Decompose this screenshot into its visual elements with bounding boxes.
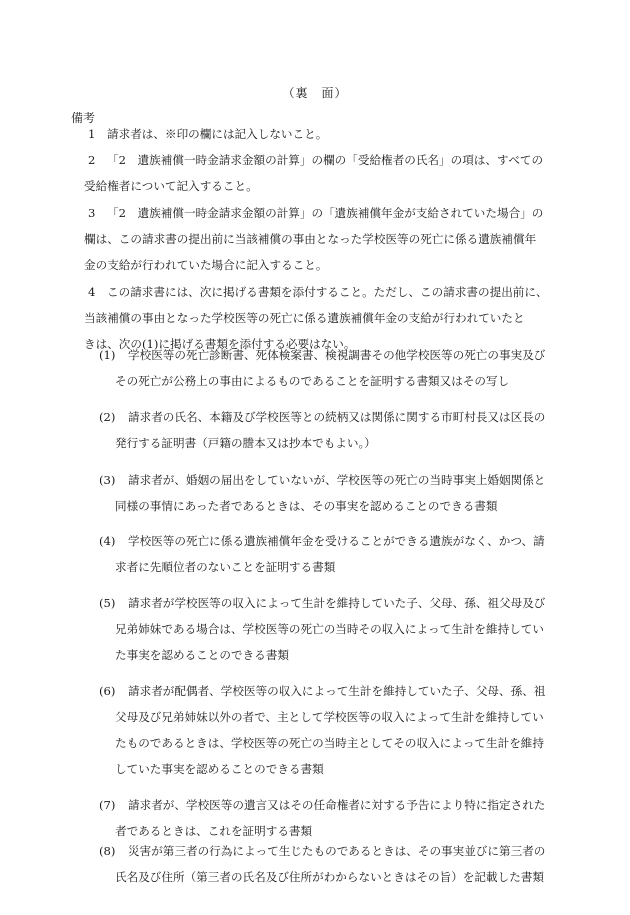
item-text-line: 当該補償の事由となった学校医等の死亡に係る遺族補償年金の支給が行われていたと (84, 311, 525, 325)
subitem-number: (3) (99, 473, 116, 487)
subitem-number: (8) (99, 844, 116, 858)
item-number: 2 (88, 153, 96, 167)
subitem-text-line: 同様の事情にあった者であるときは、その事実を認めることのできる書類 (115, 499, 498, 513)
subitem-number: (1) (99, 348, 116, 362)
item-text-line: きは、次の(1)に掲げる書類を添付する必要はない。 (84, 337, 356, 351)
item-text-line: 「2 遺族補償一時金請求金額の計算」の「遺族補償年金が支給されていた場合」の (107, 206, 544, 220)
subitem-text-line: 請求者が学校医等の収入によって生計を維持していた子、父母、孫、祖父母及び (128, 596, 546, 610)
page-title: （裏 面） (282, 86, 348, 100)
item-number: 3 (88, 206, 96, 220)
subitem-text-line: 者であるときは、これを証明する書類 (115, 824, 313, 838)
subitem-number: (6) (99, 684, 116, 698)
subitem-text-line: していた事実を認めることのできる書類 (115, 762, 324, 776)
subitem-text-line: 請求者が、婚姻の届出をしていないが、学校医等の死亡の当時事実上婚姻関係と (128, 473, 546, 487)
subitem-text-line: 請求者が配偶者、学校医等の収入によって生計を維持していた子、父母、孫、祖 (128, 684, 546, 698)
item-text-line: 「2 遺族補償一時金請求金額の計算」の欄の「受給権者の氏名」の項は、すべての (107, 153, 544, 167)
subitem-text-line: たものであるときは、学校医等の死亡の当時主としてその収入によって生計を維持 (115, 736, 544, 750)
subitem-number: (5) (99, 596, 116, 610)
subitem-text-line: 災害が第三者の行為によって生じたものであるときは、その事実並びに第三者の (128, 844, 546, 858)
subitem-text-line: 請求者の氏名、本籍及び学校医等との続柄又は関係に関する市町村長又は区長の (128, 410, 546, 424)
subitem-text-line: 請求者が、学校医等の遺言又はその任命権者に対する予告により特に指定された (128, 798, 546, 812)
subitem-number: (2) (99, 410, 116, 424)
subitem-text-line: その死亡が公務上の事由によるものであることを証明する書類又はその写し (115, 374, 510, 388)
item-text-line: 受給権者について記入すること。 (84, 179, 258, 193)
item-text-line: 欄は、この請求書の提出前に当該補償の事由となった学校医等の死亡に係る遺族補償年 (84, 232, 537, 246)
item-text-line: この請求書には、次に掲げる書類を添付すること。ただし、この請求書の提出前に、 (107, 285, 548, 299)
item-text-line: 請求者は、※印の欄には記入しないこと。 (107, 127, 328, 141)
subitem-text-line: 父母及び兄弟姉妹以外の者で、主として学校医等の収入によって生計を維持してい (115, 710, 544, 724)
subitem-text-line: 氏名及び住所（第三者の氏名及び住所がわからないときはその旨）を記載した書類 (115, 870, 544, 884)
subitem-number: (4) (99, 534, 116, 548)
subitem-text-line: 求者に先順位者のないことを証明する書類 (115, 560, 336, 574)
remarks-heading: 備考 (71, 111, 96, 125)
item-number: 4 (88, 285, 96, 299)
subitem-text-line: 学校医等の死亡診断書、死体検案書、検視調書その他学校医等の死亡の事実及び (128, 348, 546, 362)
subitem-number: (7) (99, 798, 116, 812)
item-text-line: 金の支給が行われていた場合に記入すること。 (84, 258, 328, 272)
item-number: 1 (88, 127, 96, 141)
subitem-text-line: た事実を認めることのできる書類 (115, 648, 289, 662)
subitem-text-line: 学校医等の死亡に係る遺族補償年金を受けることができる遺族がなく、かつ、請 (128, 534, 545, 548)
subitem-text-line: 兄弟姉妹である場合は、学校医等の死亡の当時その収入によって生計を維持してい (115, 622, 544, 636)
subitem-text-line: 発行する証明書（戸籍の謄本又は抄本でもよい。） (115, 436, 376, 450)
